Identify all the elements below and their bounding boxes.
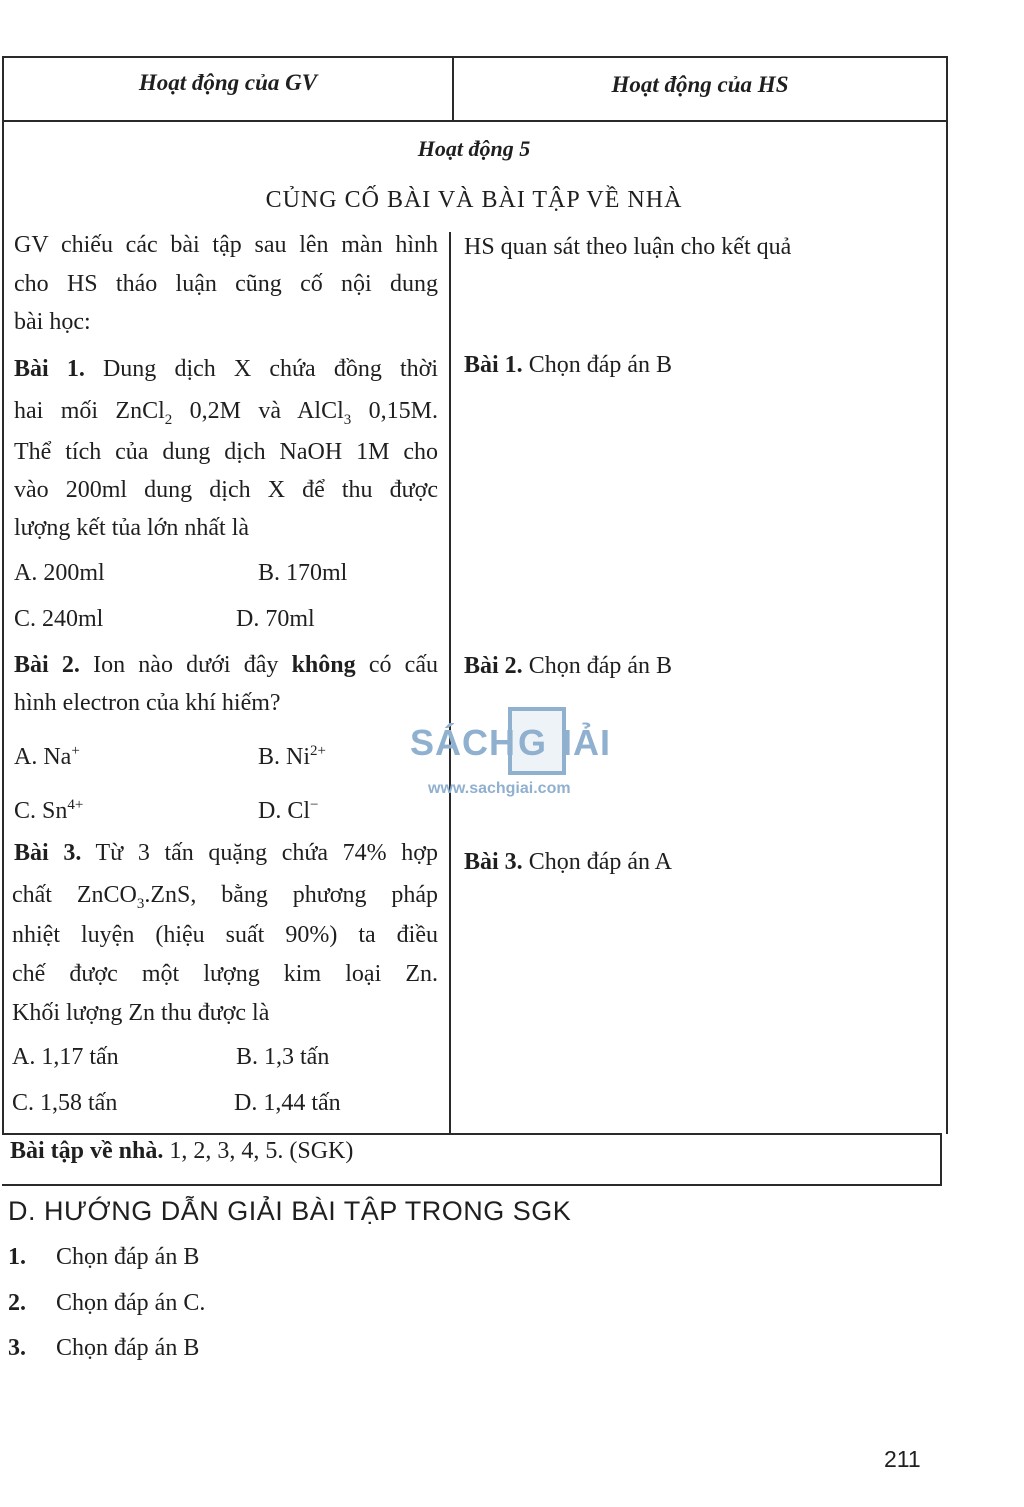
bai1-option-c: C. 240ml (14, 606, 104, 632)
gv-intro-line: bài học: (14, 309, 91, 335)
hs-intro: HS quan sát theo luận cho kết quả (464, 234, 792, 260)
header-hs: Hoạt động của HS (611, 72, 789, 97)
bai1-option-d: D. 70ml (236, 606, 315, 632)
bai3-option-c: C. 1,58 tấn (12, 1090, 118, 1116)
bai1-line2: hai mối ZnCl$_2$ 0,2M và AlCl$_3$ 0,15M. (14, 398, 438, 428)
bai2-label: Bài 2. (14, 652, 80, 678)
bai1-answer: Bài 1. Chọn đáp án B (464, 352, 673, 378)
bai1-line4: vào 200ml dung dịch X để thu được (14, 477, 438, 503)
homework-bottom-border (2, 1184, 942, 1186)
bai1-line5: lượng kết tủa lớn nhất là (14, 515, 250, 541)
list-item: 3. Chọn đáp án B (8, 1335, 200, 1361)
bai3-option-a: A. 1,17 tấn (12, 1044, 119, 1070)
bai3-answer: Bài 3. Chọn đáp án A (464, 849, 673, 875)
bai1-option-a: A. 200ml (14, 560, 105, 586)
watermark-brand-left: SÁCH (410, 722, 517, 763)
bai3-line4: chế được một lượng kim loại Zn. (12, 961, 438, 987)
watermark-brand-box: G (518, 722, 548, 763)
bai2-option-d: D. Cl− (258, 797, 319, 824)
bai2-option-b: B. $Ni^{2+}$ (258, 743, 326, 770)
column-divider (449, 232, 451, 1134)
watermark-brand-right: IẢI (562, 722, 612, 763)
homework-row (10, 1132, 353, 1171)
bai1-line1: Bài 1. Dung dịch X chứa đồng thời (14, 356, 438, 382)
bai2-line2: hình electron của khí hiếm? (14, 690, 281, 716)
homework-right-border (940, 1133, 942, 1185)
table-top-border (2, 56, 948, 58)
gv-intro-line: GV chiếu các bài tập sau lên màn hình (14, 232, 438, 258)
gv-intro-line: cho HS tháo luận cũng cố nội dung (14, 271, 438, 297)
activity-title: CỦNG CỐ BÀI VÀ BÀI TẬP VỀ NHÀ (265, 187, 683, 213)
bai2-option-c: C. $Sn^{4+}$ (14, 797, 84, 824)
bai1-option-b: B. 170ml (258, 560, 348, 586)
homework-text: 1, 2, 3, 4, 5. (SGK) (169, 1138, 354, 1164)
bai2-answer: Bài 2. Chọn đáp án B (464, 653, 673, 679)
header-bottom-border (2, 120, 948, 122)
bai3-line5: Khối lượng Zn thu được là (12, 1000, 270, 1026)
bai3-line2: chất ZnCO$_3$.ZnS, bằng phương pháp (12, 882, 438, 912)
bai3-line1: Bài 3. Từ 3 tấn quặng chứa 74% hợp (14, 840, 438, 866)
bai3-option-d: D. 1,44 tấn (234, 1090, 341, 1116)
bai3-option-b: B. 1,3 tấn (236, 1044, 330, 1070)
bai3-label: Bài 3. (14, 840, 82, 866)
bai2-option-a: A. Na+ (14, 743, 80, 770)
homework-label: Bài tập về nhà. (10, 1138, 164, 1164)
table-right-border (946, 56, 948, 1134)
watermark-url: www.sachgiai.com (428, 780, 571, 797)
bai3-line3: nhiệt luyện (hiệu suất 90%) ta điều (12, 922, 438, 948)
header-gv: Hoạt động của GV (138, 70, 318, 95)
list-item: 1. Chọn đáp án B (8, 1244, 200, 1270)
page-number: 211 (884, 1446, 921, 1472)
bai2-line1: Bài 2. Ion nào dưới đây không có cấu (14, 652, 438, 678)
activity-label: Hoạt động 5 (417, 136, 531, 161)
list-item: 2. Chọn đáp án C. (8, 1290, 206, 1316)
section-d-title: D. HƯỚNG DẪN GIẢI BÀI TẬP TRONG SGK (8, 1196, 572, 1226)
bai1-label: Bài 1. (14, 356, 85, 382)
bai1-line3: Thể tích của dung dịch NaOH 1M cho (14, 439, 438, 465)
